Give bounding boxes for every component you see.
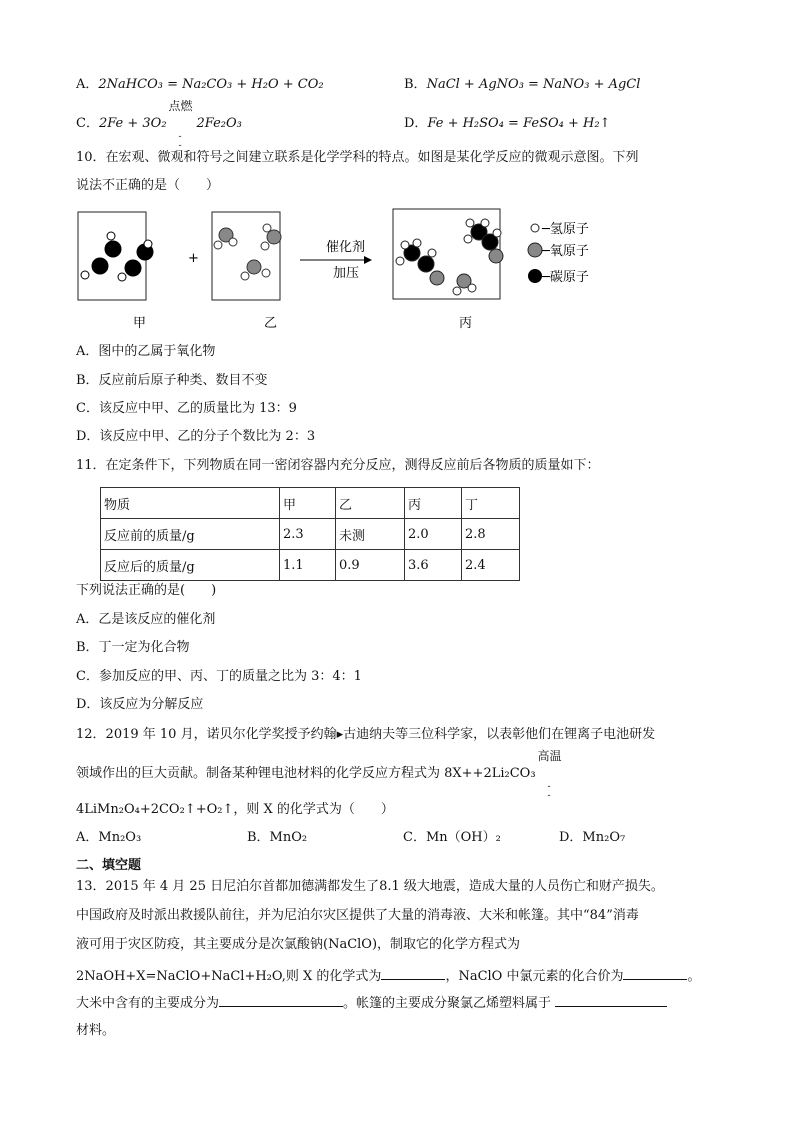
q13-line1: 13．2015 年 4 月 25 日尼泊尔首都加德满都发生了8.1 级大地震，造成大量的人员伤亡和财产损失。	[76, 879, 664, 894]
label-bing: 丙	[459, 316, 473, 331]
reaction-condition: 点燃	[168, 99, 193, 113]
q11-question: 下列说法正确的是( )	[76, 583, 217, 598]
q13-line5: 大米中含有的主要成分为 。帐篷的主要成分聚氯乙烯塑料属于	[76, 994, 667, 1012]
q11-option-a: A．乙是该反应的催化剂	[76, 612, 216, 627]
table-header: 甲	[280, 488, 336, 519]
legend	[528, 222, 589, 285]
table-cell: 反应前的质量/g	[101, 519, 280, 550]
q9-option-c: C．2Fe + 3O₂ 点燃 - - 2Fe₂O₃	[76, 99, 242, 151]
q12-line2: 领域作出的巨大贡献。制备某种锂电池材料的化学反应方程式为 8X++2Li₂CO₃ 高温 - -	[76, 766, 566, 782]
molecule-jia	[81, 232, 153, 281]
q10-stem: 10．在宏观、微观和符号之间建立联系是化学学科的特点。如图是某化学反应的微观示意图。下列	[76, 150, 639, 165]
q10-option-a: A．图中的乙属于氧化物	[76, 344, 216, 359]
answer-blank[interactable]	[381, 967, 445, 980]
q9-option-d: D．Fe + H₂SO₄ = FeSO₄ + H₂↑	[404, 116, 611, 131]
q12-option-b: B．MnO₂	[247, 830, 308, 845]
q13-line3: 液可用于灾区防疫，其主要成分是次氯酸钠(NaClO)，制取它的化学方程式为	[76, 937, 521, 952]
answer-blank[interactable]	[623, 967, 687, 980]
plus-sign: +	[188, 251, 199, 266]
q9-option-a: A．2NaHCO₃ = Na₂CO₃ + H₂O + CO₂	[76, 77, 324, 92]
q11-option-d: D．该反应为分解反应	[76, 697, 204, 712]
table-row	[101, 550, 520, 581]
condition-box: 点燃 - -	[168, 99, 193, 151]
table-header-row	[101, 488, 520, 519]
answer-blank[interactable]	[555, 994, 667, 1007]
q12-option-a: A．Mn₂O₃	[76, 830, 142, 845]
legend-hydrogen: ─氢原子	[542, 222, 589, 237]
label-jia: 甲	[133, 316, 147, 331]
q13-line4: 2NaOH+X=NaClO+NaCl+H₂O,则 X 的化学式为 ，NaClO 中氯元素的化合价为 。	[76, 969, 701, 984]
molecules-bing	[396, 219, 503, 295]
q11-option-b: B．丁一定为化合物	[76, 640, 190, 655]
q12-option-c: C．Mn（OH）₂	[403, 830, 501, 845]
table-cell: 0.9	[336, 550, 405, 581]
q10-option-b: B．反应前后原子种类、数目不变	[76, 373, 268, 388]
answer-blank[interactable]	[219, 994, 343, 1007]
table-header: 丁	[462, 488, 520, 519]
hydrogen-atom-icon	[531, 224, 539, 232]
legend-oxygen: ─氧原子	[542, 244, 589, 259]
pressure-label: 加压	[333, 266, 360, 281]
legend-carbon: ─碳原子	[542, 270, 589, 285]
catalyst-label: 催化剂	[326, 240, 366, 255]
mass-table	[100, 487, 520, 581]
table-header: 物质	[101, 488, 280, 519]
table-header: 丙	[405, 488, 462, 519]
q10-option-c: C．该反应中甲、乙的质量比为 13：9	[76, 401, 297, 416]
oxygen-atom-icon	[528, 243, 542, 257]
q12-line3: 4LiMn₂O₄+2CO₂↑+O₂↑，则 X 的化学式为（ ）	[76, 802, 394, 817]
q9-option-b: B．NaCl + AgNO₃ = NaNO₃ + AgCl	[404, 77, 641, 92]
table-cell: 反应后的质量/g	[101, 550, 280, 581]
table-cell: 2.8	[462, 519, 520, 550]
table-cell: 2.4	[462, 550, 520, 581]
section-heading: 二、填空题	[76, 858, 142, 873]
table-cell: 3.6	[405, 550, 462, 581]
q12-line1: 12．2019 年 10 月，诺贝尔化学奖授予约翰▸古迪纳夫等三位科学家，以表彰他们在锂离子电池研发	[76, 727, 656, 742]
q10-option-d: D．该反应中甲、乙的分子个数比为 2：3	[76, 429, 316, 444]
label-yi: 乙	[264, 316, 278, 331]
q12-option-d: D．Mn₂O₇	[559, 830, 626, 845]
arrow-icon	[364, 256, 372, 264]
reaction-condition: 高温	[537, 749, 562, 763]
table-cell: 未测	[336, 519, 405, 550]
q11-stem: 11．在定条件下，下列物质在同一密闭容器内充分反应，测得反应前后各物质的质量如下：	[76, 458, 600, 473]
table-cell: 2.0	[405, 519, 462, 550]
condition-box: 高温 - -	[537, 749, 562, 801]
q13-line2: 中国政府及时派出救援队前往，并为尼泊尔灾区提供了大量的消毒液、大米和帐篷。其中“84”消毒	[76, 908, 639, 923]
table-cell: 2.3	[280, 519, 336, 550]
table-header: 乙	[336, 488, 405, 519]
reaction-diagram	[0, 200, 794, 340]
carbon-atom-icon	[528, 269, 542, 283]
q11-option-c: C．参加反应的甲、丙、丁的质量之比为 3：4：1	[76, 669, 362, 684]
table-row	[101, 519, 520, 550]
q10-stem-2: 说法不正确的是（ ）	[76, 178, 220, 193]
molecules-yi	[214, 224, 281, 280]
q13-line6: 材料。	[76, 1023, 116, 1038]
table-cell: 1.1	[280, 550, 336, 581]
